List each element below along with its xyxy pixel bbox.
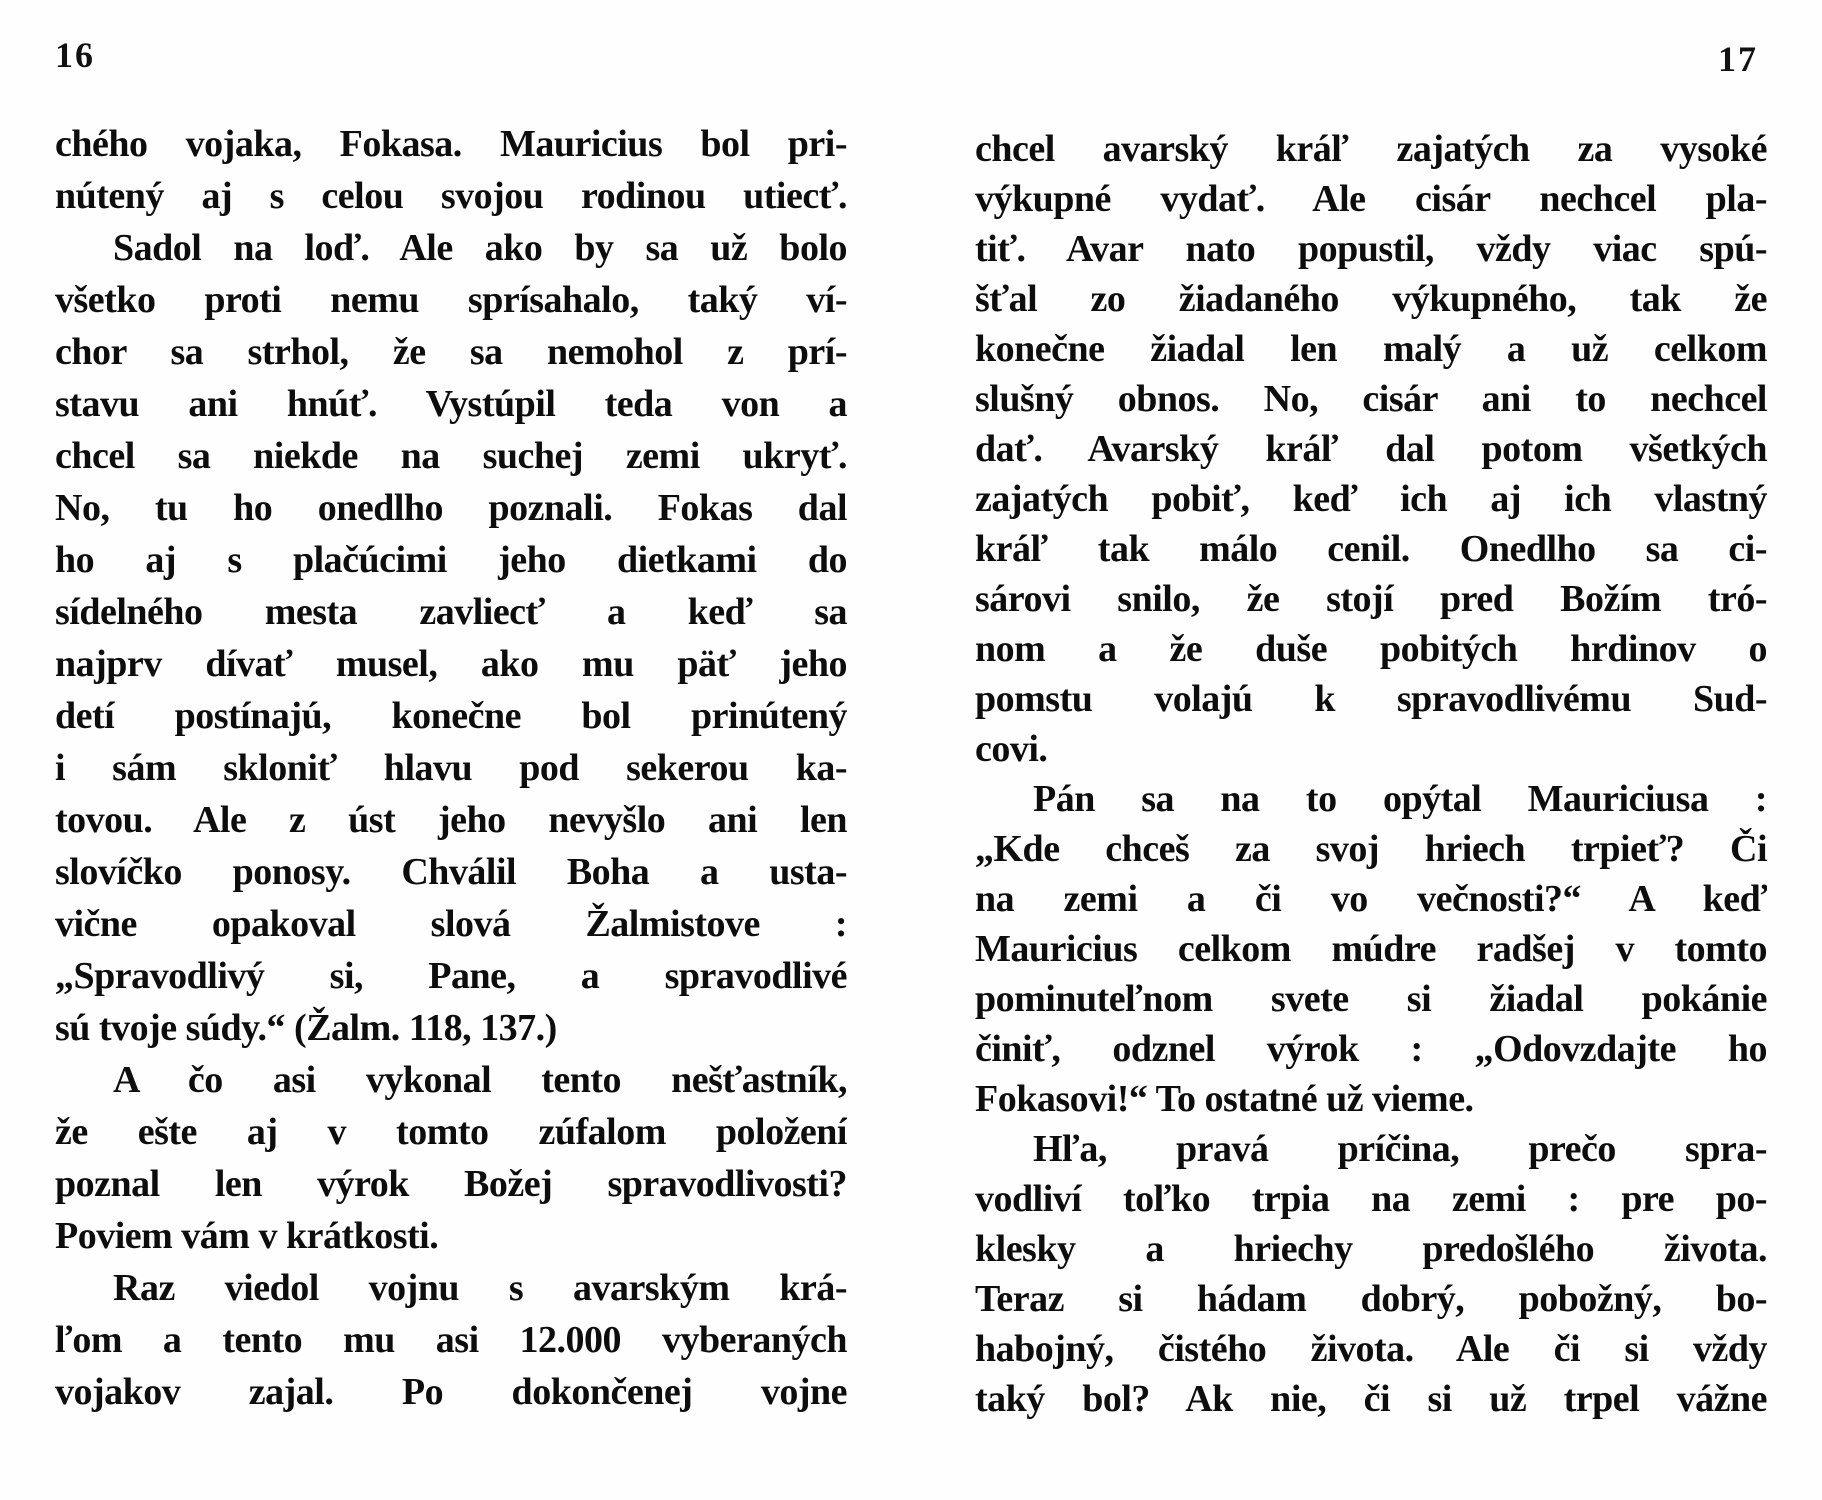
text-line: chého vojaka, Fokasa. Mauricius bol pri-: [55, 123, 847, 165]
text-line: klesky a hriechy predošlého života.: [975, 1228, 1767, 1270]
text-line: nútený aj s celou svojou rodinou utiecť.: [55, 175, 847, 217]
text-line: Raz viedol vojnu s avarským krá-: [113, 1267, 847, 1309]
text-line: na zemi a či vo večnosti?“ A keď: [975, 878, 1767, 920]
text-line: najprv dívať musel, ako mu päť jeho: [55, 643, 847, 685]
text-line: chcel avarský kráľ zajatých za vysoké: [975, 128, 1767, 170]
text-line: habojný, čistého života. Ale či si vždy: [975, 1328, 1767, 1370]
text-line: Poviem vám v krátkosti.: [55, 1215, 439, 1257]
text-line: „Kde chceš za svoj hriech trpieť? Či: [975, 828, 1767, 870]
text-line: taký bol? Ak nie, či si už trpel vážne: [975, 1378, 1767, 1420]
text-line: poznal len výrok Božej spravodlivosti?: [55, 1163, 847, 1205]
text-line: tiť. Avar nato popustil, vždy viac spú-: [975, 228, 1767, 270]
text-line: chcel sa niekde na suchej zemi ukryť.: [55, 435, 847, 477]
text-line: Sadol na loď. Ale ako by sa už bolo: [113, 227, 847, 269]
text-line: „Spravodlivý si, Pane, a spravodlivé: [55, 955, 847, 997]
text-line: všetko proti nemu sprísahalo, taký ví-: [55, 279, 847, 321]
text-line: kráľ tak málo cenil. Onedlho sa ci-: [975, 528, 1767, 570]
left-page-text-column: [55, 118, 847, 1418]
text-line: ľom a tento mu asi 12.000 vyberaných: [55, 1319, 847, 1361]
text-line: nom a že duše pobitých hrdinov o: [975, 628, 1767, 670]
text-line: Hľa, pravá príčina, prečo spra-: [1033, 1128, 1767, 1170]
text-line: konečne žiadal len malý a už celkom: [975, 328, 1767, 370]
text-line: pominuteľnom svete si žiadal pokánie: [975, 978, 1767, 1020]
page-number-left: 16: [55, 35, 95, 75]
text-line: slušný obnos. No, cisár ani to nechcel: [975, 378, 1767, 420]
text-line: chor sa strhol, že sa nemohol z prí-: [55, 331, 847, 373]
text-line: tovou. Ale z úst jeho nevyšlo ani len: [55, 799, 847, 841]
page-number-right: 17: [1718, 39, 1758, 79]
text-line: šťal zo žiadaného výkupného, tak že: [975, 278, 1767, 320]
text-line: i sám skloniť hlavu pod sekerou ka-: [55, 747, 847, 789]
text-line: Pán sa na to opýtal Mauriciusa :: [1033, 778, 1767, 820]
text-line: stavu ani hnúť. Vystúpil teda von a: [55, 383, 847, 425]
text-line: Mauricius celkom múdre radšej v tomto: [975, 928, 1767, 970]
text-line: pomstu volajú k spravodlivému Sud-: [975, 678, 1767, 720]
text-line: Fokasovi!“ To ostatné už vieme.: [975, 1078, 1474, 1120]
right-page-text-column: [975, 124, 1767, 1424]
text-line: sárovi snilo, že stojí pred Božím tró-: [975, 578, 1767, 620]
text-line: sú tvoje súdy.“ (Žalm. 118, 137.): [55, 1007, 557, 1049]
text-line: vojakov zajal. Po dokončenej vojne: [55, 1371, 847, 1413]
text-line: slovíčko ponosy. Chválil Boha a usta-: [55, 851, 847, 893]
text-line: sídelného mesta zavliecť a keď sa: [55, 591, 847, 633]
text-line: výkupné vydať. Ale cisár nechcel pla-: [975, 178, 1767, 220]
text-line: detí postínajú, konečne bol prinútený: [55, 695, 847, 737]
text-line: covi.: [975, 728, 1048, 770]
text-line: činiť, odznel výrok : „Odovzdajte ho: [975, 1028, 1767, 1070]
text-line: vodliví toľko trpia na zemi : pre po-: [975, 1178, 1767, 1220]
text-line: A čo asi vykonal tento nešťastník,: [113, 1059, 847, 1101]
text-line: No, tu ho onedlho poznali. Fokas dal: [55, 487, 847, 529]
text-line: vične opakoval slová Žalmistove :: [55, 903, 847, 945]
text-line: ho aj s plačúcimi jeho dietkami do: [55, 539, 847, 581]
text-line: dať. Avarský kráľ dal potom všetkých: [975, 428, 1767, 470]
text-line: že ešte aj v tomto zúfalom položení: [55, 1111, 847, 1153]
text-line: zajatých pobiť, keď ich aj ich vlastný: [975, 478, 1767, 520]
text-line: Teraz si hádam dobrý, pobožný, bo-: [975, 1278, 1767, 1320]
